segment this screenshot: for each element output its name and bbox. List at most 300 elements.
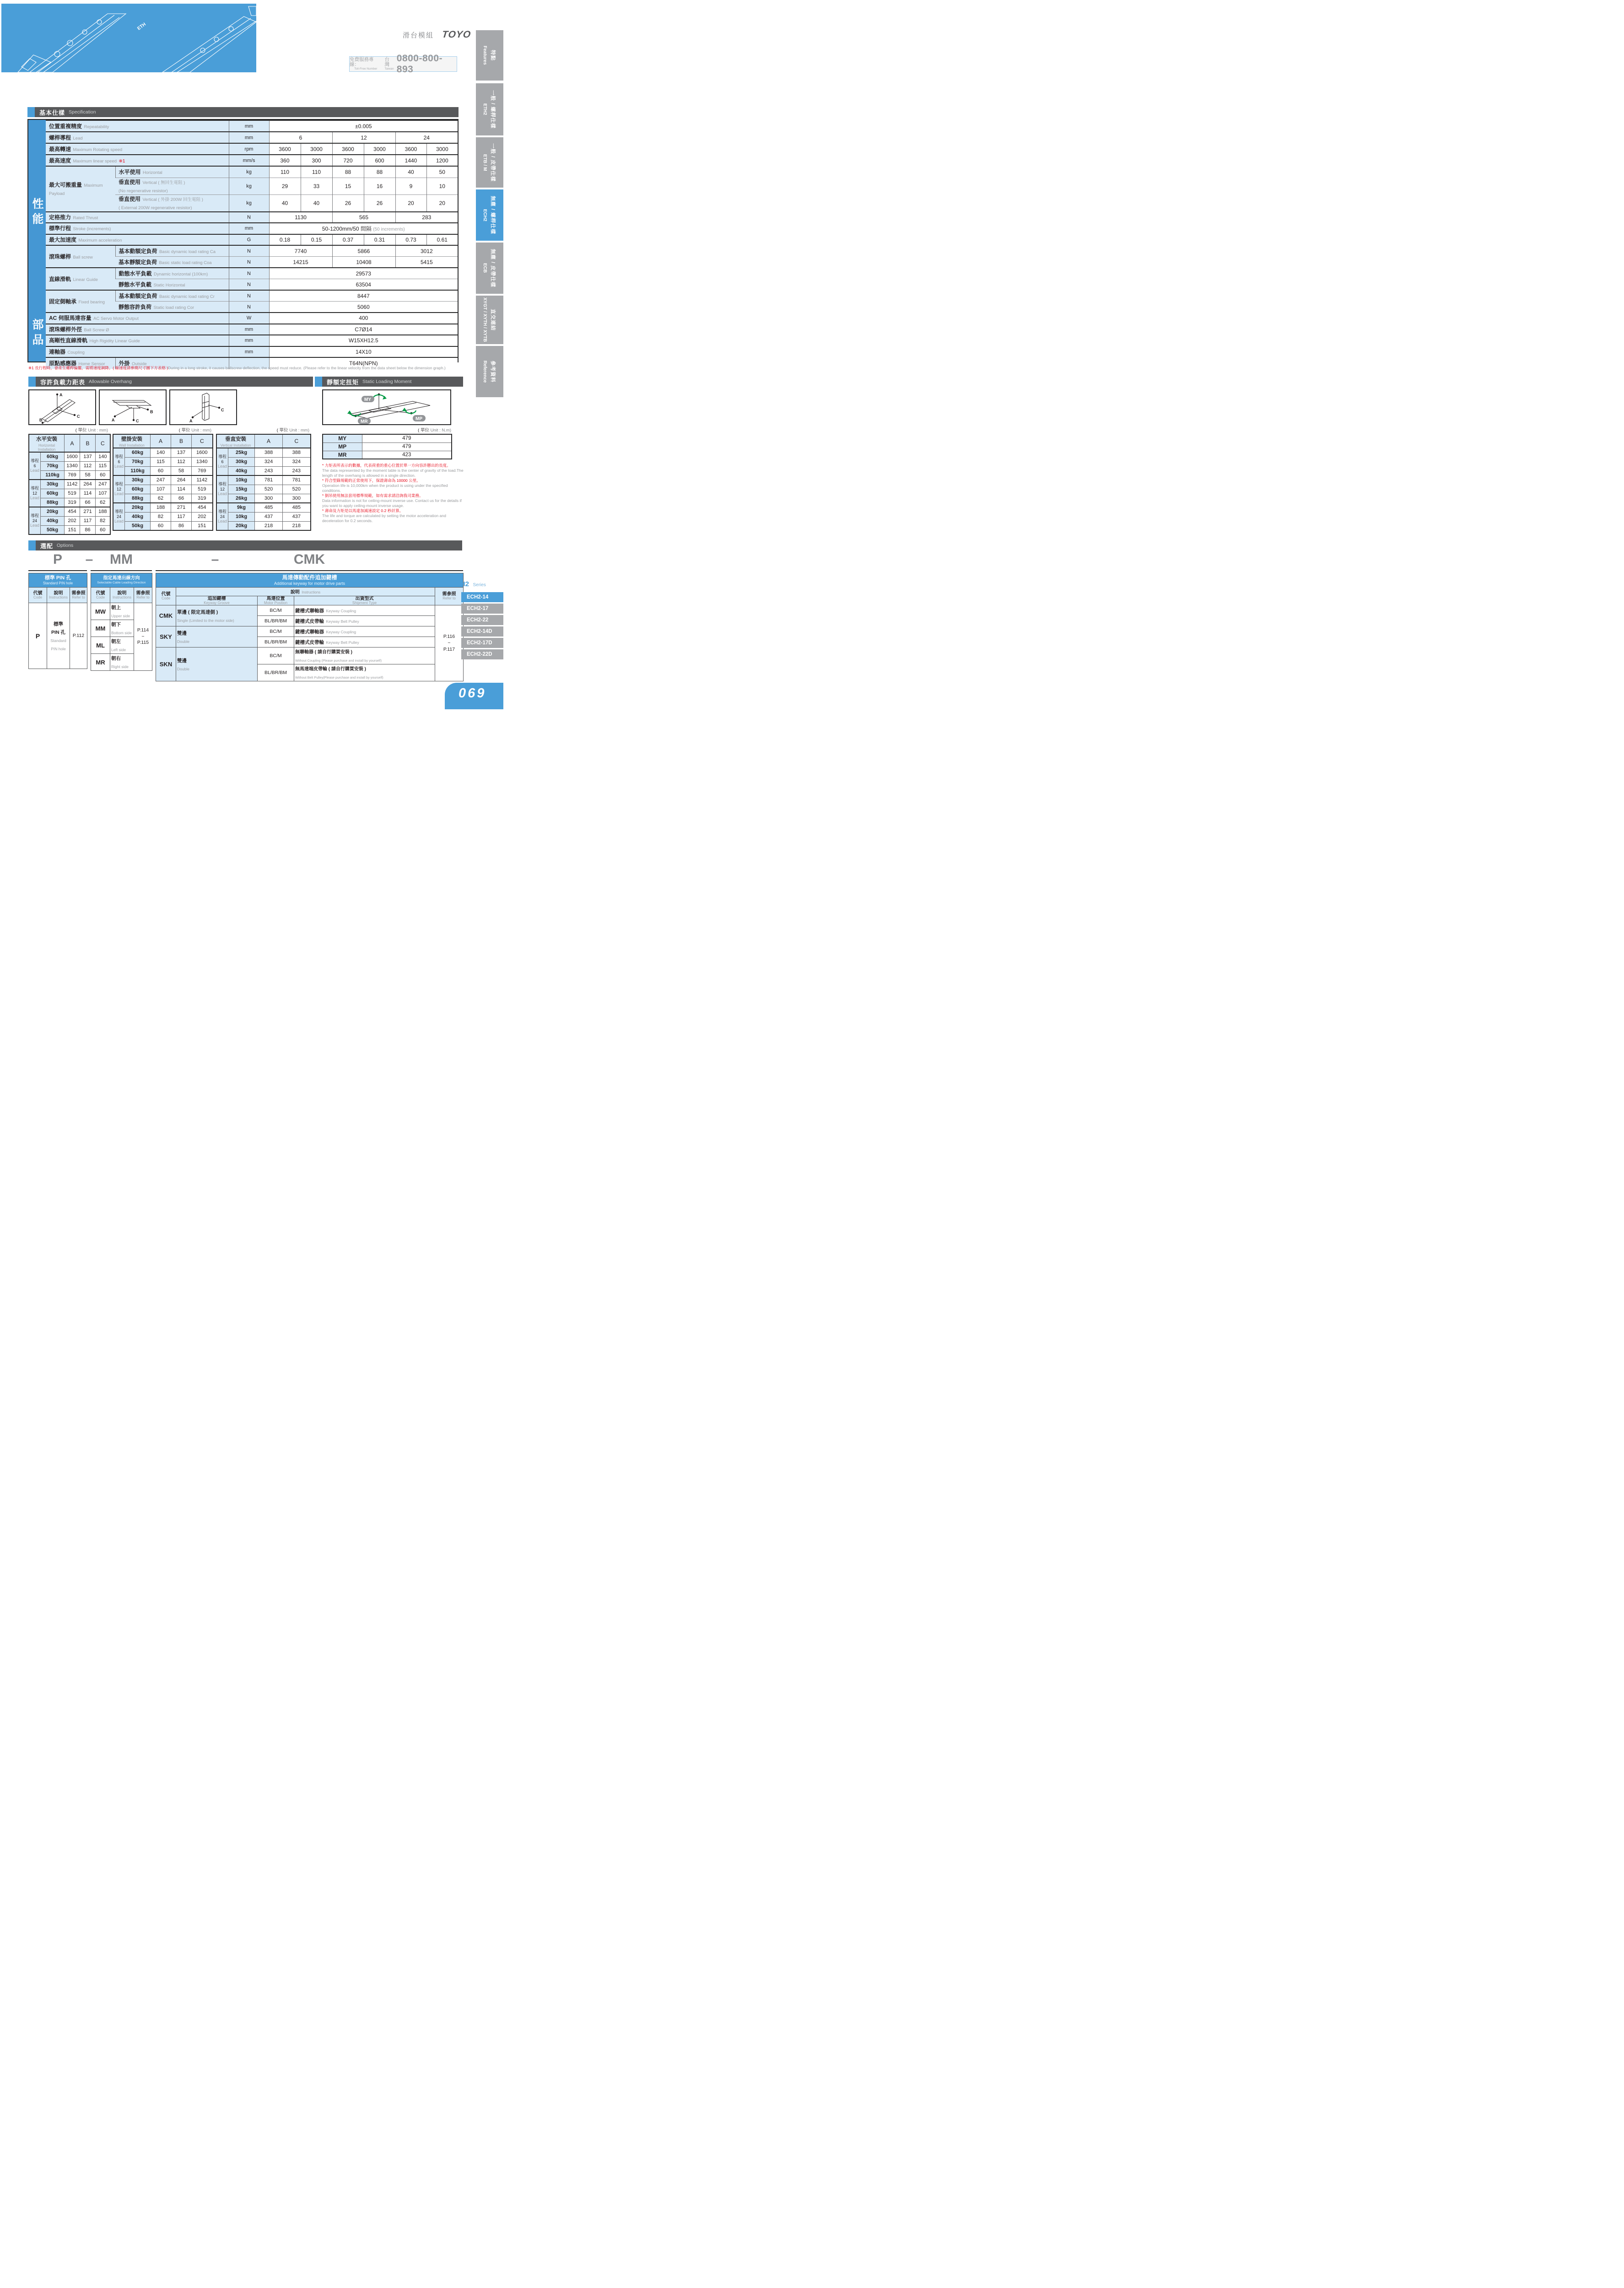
overhang-table — [113, 434, 213, 531]
overhang-row — [29, 480, 110, 489]
spec-sub-label: 水平使用 Horizontal — [115, 166, 229, 178]
overhang-row — [113, 521, 213, 530]
option-col-header: 需參照 Refer to — [134, 588, 152, 603]
spec-side-label-performance: 性能 — [28, 120, 46, 306]
overhang-table-name: 垂直安裝 Vertical Installation — [216, 434, 255, 448]
spec-unit: mm — [229, 324, 269, 335]
spec-row — [46, 324, 458, 335]
option-code-cell: P — [29, 603, 47, 669]
svg-text:MY: MY — [364, 397, 371, 402]
overhang-row — [216, 521, 311, 530]
spec-value: 16 — [364, 178, 395, 194]
spec-row — [46, 166, 458, 178]
spec-table — [46, 120, 458, 369]
overhang-value-cell: 1340 — [192, 457, 213, 466]
spec-value: 5415 — [395, 257, 458, 268]
overhang-weight-cell: 110kg — [41, 470, 65, 480]
overhang-col-header: C — [96, 434, 110, 452]
overhang-value-cell: 454 — [192, 503, 213, 512]
divider — [91, 570, 152, 571]
overhang-value-cell: 437 — [283, 512, 311, 521]
spec-value: 0.31 — [364, 234, 395, 246]
spec-value: 26 — [364, 194, 395, 212]
spec-unit: W — [229, 313, 269, 324]
overhang-weight-cell: 20kg — [228, 521, 255, 530]
option-ref-cell: P.114 ~ P.115 — [134, 603, 152, 671]
spec-sub-label: 靜態容許負荷 Static load rating Cor — [115, 302, 229, 313]
overhang-row — [113, 457, 213, 466]
moment-section-header — [322, 377, 463, 387]
spec-value: 110 — [269, 166, 301, 178]
spec-value: T64N(NPN) — [269, 357, 458, 369]
overhang-value-cell: 1600 — [192, 448, 213, 457]
overhang-weight-cell: 70kg — [41, 461, 65, 470]
option-position-cell: BC/M — [258, 605, 294, 616]
spec-sub-label: 垂直使用 Vertical ( 無回生電阻 ) (No regenerative resistor) — [115, 178, 229, 194]
spec-value: 0.18 — [269, 234, 301, 246]
spec-label: 定格推力 Rated Thrust — [46, 212, 229, 223]
option-groove-cell: 雙邊 Double — [176, 648, 258, 681]
spec-unit: N — [229, 302, 269, 313]
sidebar-tab-ecb[interactable] — [476, 243, 503, 294]
overhang-row — [29, 461, 110, 470]
option-data-row — [156, 626, 464, 637]
spec-value: 20 — [395, 194, 426, 212]
series-item-ech2-14d[interactable]: ECH2-14D — [461, 626, 503, 637]
overhang-value-cell: 60 — [96, 525, 110, 534]
moment-note-zh: * 力矩表所表示的數據，代表荷重的重心位置於單一方向容許懸出的長度。 — [322, 463, 451, 468]
page-number-badge — [445, 683, 503, 709]
option-code-cell: MR — [91, 654, 110, 671]
option-shipment-cell: 無馬達端皮帶輪 ( 請自行購買安裝 ) Without Belt Pulley(Please purchase and install by yourself) — [294, 664, 435, 681]
option-subheader-row — [156, 588, 464, 596]
series-title — [451, 580, 502, 588]
overhang-lead-cell: 導程 6 Lead — [113, 448, 125, 475]
option-groove-cell: 雙邊 Double — [176, 626, 258, 648]
overhang-weight-cell: 70kg — [125, 457, 151, 466]
overhang-table-3 — [216, 434, 311, 531]
spec-value: 1200 — [426, 155, 458, 166]
spec-value: ±0.005 — [269, 120, 458, 132]
option-col-header: 追加鍵槽 Keyway Groove — [176, 596, 258, 605]
tollfree-region: 台灣 Taiwan — [384, 57, 394, 71]
option-pin-table-wrap — [28, 573, 87, 669]
spec-unit: rpm — [229, 143, 269, 155]
sidebar-tab-code: ECH2 — [482, 209, 487, 221]
spec-group-label: 直線滑軌 Linear Guide — [46, 268, 115, 290]
overhang-value-cell: 520 — [255, 485, 283, 494]
spec-value: 400 — [269, 313, 458, 324]
svg-text:MR: MR — [361, 419, 368, 424]
spec-row — [46, 120, 458, 132]
overhang-row — [113, 466, 213, 475]
spec-row — [46, 268, 458, 279]
spec-value: 5866 — [332, 245, 395, 257]
spec-label: 位置重複精度 Repeatability — [46, 120, 229, 132]
spec-unit: mm — [229, 335, 269, 346]
divider — [156, 570, 463, 571]
sidebar-tab-label: 無塵 / 螺桿仕樣 — [490, 195, 496, 235]
spec-label: 高剛性直線滑軌 High Rigidity Linear Guide — [46, 335, 229, 346]
overhang-lead-cell: 導程 12 Lead — [216, 475, 228, 503]
option-col-header: 代號 Code — [156, 588, 176, 605]
overhang-value-cell: 271 — [80, 507, 96, 516]
wall-install-icon — [100, 390, 166, 424]
spec-label: 最高轉速 Maximum Rotating speed — [46, 143, 229, 155]
option-position-cell: BL/BR/BM — [258, 616, 294, 626]
overhang-value-cell: 300 — [283, 494, 311, 503]
series-item-ech2-17d[interactable]: ECH2-17D — [461, 638, 503, 648]
svg-text:C: C — [77, 414, 80, 419]
overhang-value-cell: 137 — [80, 452, 96, 461]
spec-unit: mm — [229, 223, 269, 234]
moment-note-en: The data represented by the moment table is the center of gravity of the load.The length of the overhang is allowed in a single direction. — [322, 468, 464, 478]
overhang-value-cell: 114 — [171, 485, 192, 494]
spec-value: 8447 — [269, 290, 458, 302]
overhang-value-cell: 112 — [171, 457, 192, 466]
overhang-col-header: A — [65, 434, 80, 452]
overhang-value-cell: 114 — [80, 489, 96, 498]
spec-sub-label: 動態水平負載 Dynamic horizontal (100km) — [115, 268, 229, 279]
product-line-title: 滑台模組 — [403, 32, 434, 39]
spec-value: 0.37 — [332, 234, 364, 246]
spec-unit: N — [229, 245, 269, 257]
spec-unit: kg — [229, 194, 269, 212]
overhang-value-cell: 519 — [192, 485, 213, 494]
spec-value: 9 — [395, 178, 426, 194]
spec-value: 720 — [332, 155, 364, 166]
spec-row — [46, 245, 458, 257]
overhang-value-cell: 324 — [283, 457, 311, 466]
moment-axis-cell: MP — [323, 442, 362, 451]
overhang-value-cell: 264 — [80, 480, 96, 489]
overhang-weight-cell: 60kg — [125, 448, 151, 457]
svg-text:A: A — [112, 418, 115, 422]
sidebar-tab-xygt-xyth-xytb[interactable] — [476, 296, 503, 344]
spec-value: 600 — [364, 155, 395, 166]
option-keyway-table-wrap — [156, 573, 464, 681]
overhang-value-cell: 319 — [65, 498, 80, 507]
option-data-row — [29, 603, 87, 669]
spec-value: 283 — [395, 212, 458, 223]
sidebar-tab-features[interactable] — [476, 30, 503, 81]
moment-note-en: The life and torque are calculated by setting the motor acceleration and deceleration for 0.2 seconds. — [322, 513, 446, 523]
overhang-value-cell: 264 — [171, 475, 192, 485]
overhang-row — [113, 503, 213, 512]
overhang-row — [216, 448, 311, 457]
overhang-value-cell: 117 — [171, 512, 192, 521]
spec-value: 110 — [301, 166, 332, 178]
spec-side-label-parts: 部品 — [28, 306, 46, 362]
overhang-table-name: 壁掛安裝 Wall Installation — [113, 434, 151, 448]
svg-text:C: C — [136, 419, 139, 423]
spec-sub-label: 靜態水平負載 Static Horizontal — [115, 279, 229, 291]
overhang-row — [216, 485, 311, 494]
spec-unit: kg — [229, 178, 269, 194]
overhang-title-en: Allowable Overhang — [89, 379, 132, 384]
spec-unit: N — [229, 212, 269, 223]
overhang-value-cell: 243 — [283, 466, 311, 475]
spec-unit: mm — [229, 120, 269, 132]
overhang-value-cell: 319 — [192, 494, 213, 503]
overhang-section-header — [36, 377, 313, 387]
series-suffix: Series — [473, 583, 486, 588]
spec-value: 14X10 — [269, 346, 458, 358]
spec-value: 14215 — [269, 257, 332, 268]
option-table-title: 指定馬達出線方向 Selectable Cable Leading Direction — [91, 573, 152, 588]
spec-value: 10408 — [332, 257, 395, 268]
sidebar-tab-ech2[interactable] — [476, 189, 503, 241]
overhang-weight-cell: 88kg — [125, 494, 151, 503]
cable-direction-table — [91, 573, 152, 671]
overhang-row — [216, 503, 311, 512]
option-subheader-row — [91, 588, 152, 603]
spec-group-label: 滾珠螺桿 Ball screw — [46, 245, 115, 268]
spec-value: 3600 — [269, 143, 301, 155]
overhang-row — [29, 507, 110, 516]
overhang-value-cell: 151 — [65, 525, 80, 534]
overhang-lead-cell: 導程 12 Lead — [29, 480, 41, 507]
page-number: 069 — [459, 686, 486, 701]
section-accent — [27, 107, 35, 117]
spec-value: 6 — [269, 132, 332, 143]
spec-label: 連軸器 Coupling — [46, 346, 229, 358]
spec-value: 88 — [364, 166, 395, 178]
option-desc-cell: 朝右 Right side — [110, 654, 134, 671]
overhang-value-cell: 271 — [171, 503, 192, 512]
overhang-header-row — [216, 434, 311, 448]
sidebar-tab-reference[interactable] — [476, 346, 503, 397]
spec-title-zh: 基本仕樣 — [39, 109, 65, 116]
spec-value: 565 — [332, 212, 395, 223]
moment-title-en: Static Loading Moment — [362, 379, 412, 384]
option-desc-cell: 朝下 Bottom side — [110, 620, 134, 637]
overhang-value-cell: 218 — [255, 521, 283, 530]
overhang-lead-cell: 導程 12 Lead — [113, 475, 125, 503]
overhang-weight-cell: 20kg — [41, 507, 65, 516]
overhang-row — [113, 448, 213, 457]
options-title-zh: 選配 — [40, 542, 54, 550]
moment-table-wrap — [322, 434, 452, 459]
svg-text:MP: MP — [415, 416, 422, 421]
vertical-install-icon — [170, 390, 236, 424]
sidebar-tab-code: ETH2 — [482, 103, 487, 115]
overhang-table-2 — [113, 434, 213, 531]
overhang-value-cell: 66 — [171, 494, 192, 503]
overhang-lead-cell: 導程 6 Lead — [29, 452, 41, 480]
option-shipment-cell: 鍵槽式皮帶輪 Keyway Belt Pulley — [294, 637, 435, 648]
overhang-value-cell: 781 — [255, 475, 283, 485]
spec-value: 3000 — [364, 143, 395, 155]
spec-value: 3000 — [301, 143, 332, 155]
svg-text:ETH: ETH — [136, 22, 147, 32]
overhang-value-cell: 151 — [192, 521, 213, 530]
option-desc-cell: 朝左 Left side — [110, 637, 134, 654]
overhang-diagram-vertical — [169, 389, 237, 425]
overhang-diagram-horizontal — [28, 389, 96, 425]
overhang-col-header: A — [151, 434, 171, 448]
overhang-row — [216, 457, 311, 466]
moment-value-cell: 479 — [362, 434, 452, 442]
moment-axes-icon — [323, 390, 450, 424]
svg-text:B: B — [150, 410, 153, 414]
overhang-row — [29, 470, 110, 480]
overhang-row — [113, 512, 213, 521]
spec-label: AC 伺服馬達容量 AC Servo Motor Output — [46, 313, 229, 324]
spec-value: C7Ø14 — [269, 324, 458, 335]
spec-value: 3000 — [426, 143, 458, 155]
overhang-value-cell: 66 — [80, 498, 96, 507]
overhang-value-cell: 300 — [255, 494, 283, 503]
spec-section-header — [35, 107, 459, 117]
overhang-row — [29, 516, 110, 525]
spec-sub-label: 基本靜額定負荷 Basic static load rating Coa — [115, 257, 229, 268]
overhang-value-cell: 58 — [80, 470, 96, 480]
svg-text:A: A — [59, 393, 63, 397]
moment-notes — [322, 463, 464, 523]
unit-note: ( 單位 Unit : mm) — [178, 428, 211, 433]
catalog-page — [0, 0, 503, 709]
options-title-en: Options — [57, 543, 74, 548]
option-data-row — [156, 648, 464, 664]
series-item-ech2-22d[interactable]: ECH2-22D — [461, 649, 503, 659]
sidebar-tab-code: ECB — [482, 263, 487, 273]
spec-title-en: Specification — [69, 109, 96, 115]
overhang-value-cell: 218 — [283, 521, 311, 530]
overhang-weight-cell: 40kg — [228, 466, 255, 475]
spec-unit: mm — [229, 132, 269, 143]
spec-value: 3600 — [332, 143, 364, 155]
spec-unit: N — [229, 290, 269, 302]
divider — [28, 570, 87, 571]
option-code-cell: MM — [91, 620, 110, 637]
section-accent — [28, 377, 36, 387]
overhang-value-cell: 454 — [65, 507, 80, 516]
overhang-table — [216, 434, 311, 531]
spec-label: 最大加速度 Maximum acceleration — [46, 234, 229, 246]
overhang-weight-cell: 10kg — [228, 512, 255, 521]
spec-row — [46, 335, 458, 346]
overhang-lead-cell: 導程 24 Lead — [216, 503, 228, 530]
overhang-value-cell: 519 — [65, 489, 80, 498]
spec-value: 26 — [332, 194, 364, 212]
spec-group-label: 固定側軸承 Fixed bearing — [46, 290, 115, 313]
tollfree-label: 免費服務專線： Toll-Free Number — [350, 57, 378, 71]
spec-unit: N — [229, 257, 269, 268]
spec-sub-label: 基本動額定負荷 Basic dynamic load rating Ca — [115, 245, 229, 257]
spec-value: 15 — [332, 178, 364, 194]
spec-value: 50-1200mm/50 間隔 (50 increments) — [269, 223, 458, 234]
overhang-weight-cell: 40kg — [41, 516, 65, 525]
overhang-value-cell: 107 — [96, 489, 110, 498]
overhang-col-header: C — [192, 434, 213, 448]
overhang-value-cell: 247 — [151, 475, 171, 485]
spec-value: 24 — [395, 132, 458, 143]
option-shipment-cell: 鍵槽式聯軸器 Keyway Coupling — [294, 626, 435, 637]
spec-value: 0.73 — [395, 234, 426, 246]
option-shipment-cell: 鍵槽式聯軸器 Keyway Coupling — [294, 605, 435, 616]
overhang-weight-cell: 30kg — [228, 457, 255, 466]
overhang-value-cell: 243 — [255, 466, 283, 475]
overhang-row — [113, 485, 213, 494]
overhang-value-cell: 324 — [255, 457, 283, 466]
moment-row — [323, 434, 452, 442]
spec-table-wrap — [27, 119, 459, 367]
option-col-header: 代號 Code — [29, 588, 47, 603]
overhang-value-cell: 60 — [151, 521, 171, 530]
overhang-weight-cell: 88kg — [41, 498, 65, 507]
spec-sub-label: 基本動額定負荷 Basic dynamic load rating Cr — [115, 290, 229, 302]
overhang-value-cell: 247 — [96, 480, 110, 489]
spec-unit: G — [229, 234, 269, 246]
overhang-value-cell: 137 — [171, 448, 192, 457]
option-col-header: 出貨型式 Shipment Type — [294, 596, 435, 605]
overhang-lead-cell: 導程 6 Lead — [216, 448, 228, 475]
series-item-ech2-17[interactable]: ECH2-17 — [461, 604, 503, 614]
option-subheader-row2 — [156, 596, 464, 605]
overhang-value-cell: 115 — [151, 457, 171, 466]
overhang-weight-cell: 9kg — [228, 503, 255, 512]
series-item-ech2-14[interactable]: ECH2-14 — [461, 592, 503, 602]
spec-unit: N — [229, 279, 269, 291]
option-code-cell: SKY — [156, 626, 176, 648]
sidebar-tab-code: ETB / M — [482, 154, 487, 171]
option-code-cell: CMK — [156, 605, 176, 626]
option-col-header: 需參照 Refer to — [70, 588, 87, 603]
overhang-weight-cell: 110kg — [125, 466, 151, 475]
sidebar-tab-etb-m[interactable] — [476, 137, 503, 188]
option-col-header: 說明 Instructions — [47, 588, 70, 603]
option-code-cell: MW — [91, 603, 110, 620]
overhang-value-cell: 115 — [96, 461, 110, 470]
overhang-weight-cell: 60kg — [41, 452, 65, 461]
spec-row — [46, 223, 458, 234]
options-section-header — [36, 540, 462, 550]
option-data-row — [156, 605, 464, 616]
option-desc-cell: 朝上 Upper side — [110, 603, 134, 620]
tollfree-number: 0800-800-893 — [396, 53, 443, 75]
spec-row — [46, 313, 458, 324]
overhang-lead-cell: 導程 24 Lead — [113, 503, 125, 530]
moment-note-zh: * 符合型錄規範的正常使用下，保證壽命為 10000 公里。 — [322, 478, 421, 483]
option-ref-cell: P.116 ~ P.117 — [435, 605, 464, 681]
product-line-art-icon — [1, 4, 256, 72]
overhang-weight-cell: 50kg — [41, 525, 65, 534]
overhang-weight-cell: 26kg — [228, 494, 255, 503]
svg-text:C: C — [221, 408, 224, 412]
spec-value: 7740 — [269, 245, 332, 257]
overhang-value-cell: 769 — [192, 466, 213, 475]
option-code-cell: SKN — [156, 648, 176, 681]
option-code-cmk: CMK — [293, 552, 325, 567]
option-header-row — [156, 573, 464, 588]
overhang-value-cell: 485 — [283, 503, 311, 512]
sidebar-tab-code: Features — [482, 46, 487, 65]
moment-note-en: Data information is not for ceiling-mount inverse use. Contact us for the details if you want to apply ceiling-mount inverse usage. — [322, 498, 462, 508]
option-col-header: 馬達位置 Motor Position — [258, 596, 294, 605]
series-item-ech2-22[interactable]: ECH2-22 — [461, 615, 503, 625]
sidebar-tab-code: Reference — [482, 360, 487, 383]
spec-unit: N — [229, 268, 269, 279]
overhang-table — [28, 434, 111, 535]
option-col-header: 需參照 Refer to — [435, 588, 464, 605]
overhang-weight-cell: 60kg — [125, 485, 151, 494]
sidebar-tab-eth2[interactable] — [476, 83, 503, 135]
keyway-table — [156, 573, 464, 681]
sidebar-tab-label: 一般 / 皮帶仕樣 — [490, 143, 496, 182]
sidebar-tab-label: 一般 / 螺桿仕樣 — [490, 90, 496, 129]
option-table-title: 馬達傳動配件追加鍵槽 Additional keyway for motor drive parts — [156, 573, 464, 588]
